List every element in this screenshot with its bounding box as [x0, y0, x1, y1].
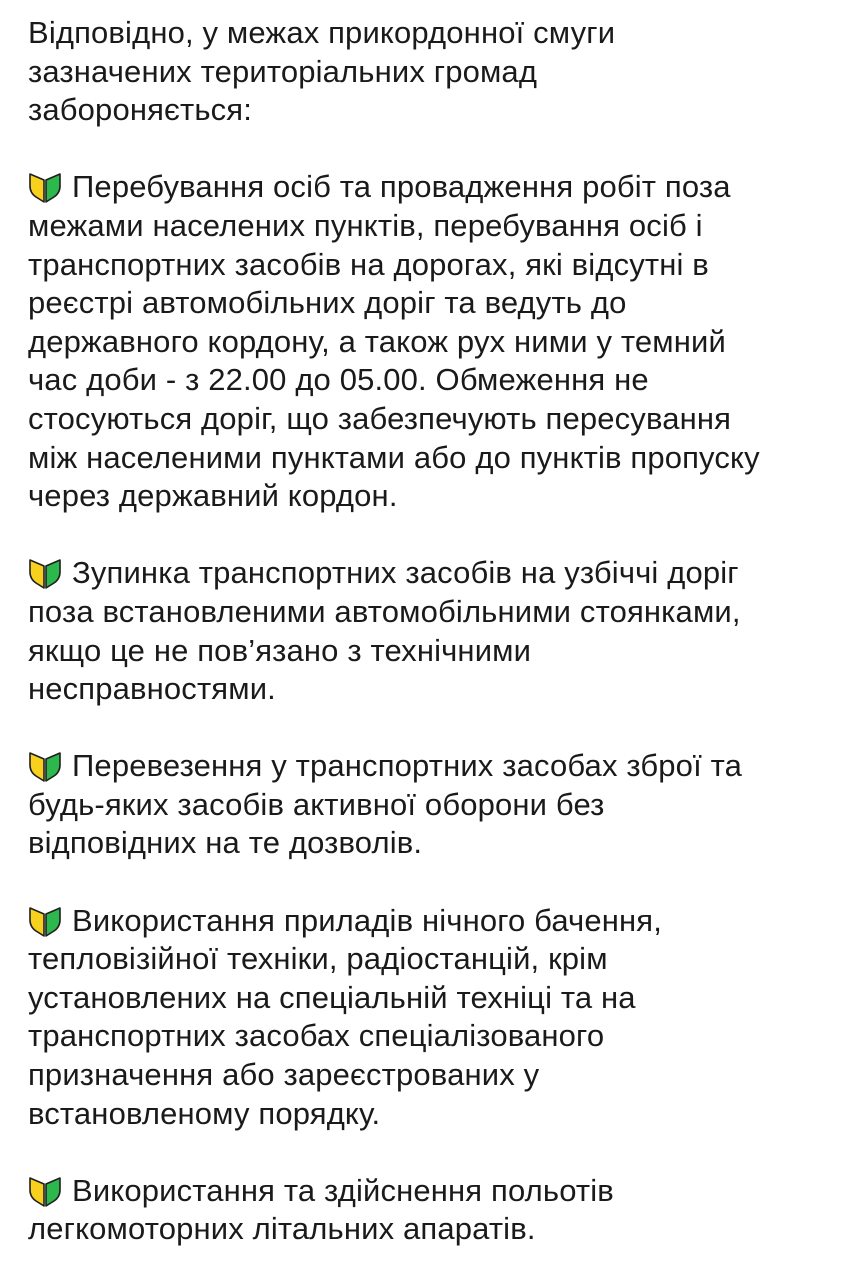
beginner-shield-icon [28, 557, 62, 589]
list-item [28, 902, 822, 1134]
beginner-shield-icon [28, 171, 62, 203]
list-item-text: Використання приладів нічного бачення, тепловізійної техніки, радіостанцій, крім установлених на спеціальній техніці та на транспортних засобах спеціалізованого призначення або зареєстрованих у встановленому порядку. [28, 902, 662, 1131]
list-item [28, 168, 822, 515]
intro-paragraph: Відповідно, у межах прикордонної смуги зазначених територіальних громад забороняється: [28, 15, 616, 128]
beginner-shield-icon [28, 750, 62, 782]
list-item-text: Використання та здійснення польотів легкомоторних літальних апаратів. [28, 1172, 614, 1247]
list-item-text: Перебування осіб та провадження робіт поза межами населених пунктів, перебування осіб і транспортних засобів на дорогах, які відсутні в реєстрі автомобільних доріг та ведуть до державного кордону, а також рух ними у темний час доби - з 22.00 до 05.00. Обмеження не стосуються доріг, що забезпечують пересування між населеними пунктами або до пунктів пропуску через державний кордон. [28, 169, 760, 514]
beginner-shield-icon [28, 905, 62, 937]
list-item [28, 1172, 822, 1249]
list-item-text: Перевезення у транспортних засобах зброї та будь-яких засобів активної оборони без відповідних на те дозволів. [28, 748, 742, 861]
list-item [28, 747, 822, 863]
list-item-text: Зупинка транспортних засобів на узбіччі доріг поза встановленими автомобільними стоянками, якщо це не пов’язано з технічними несправностями. [28, 555, 741, 707]
list-item [28, 554, 822, 708]
beginner-shield-icon [28, 1175, 62, 1207]
